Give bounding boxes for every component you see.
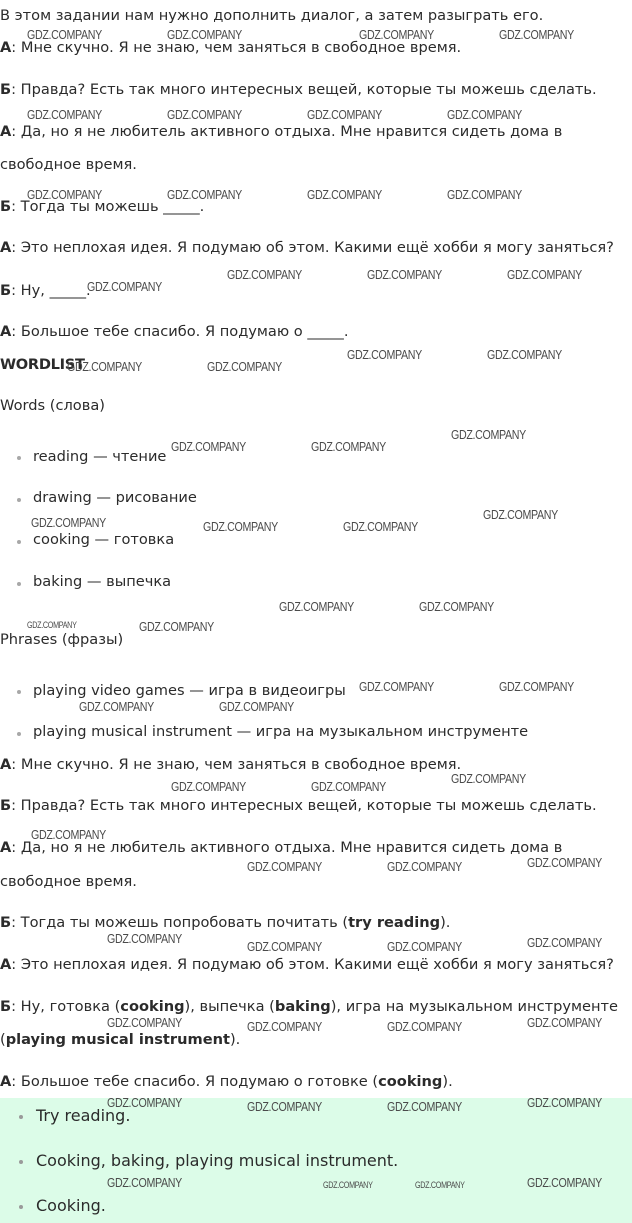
watermark: GDZ.COMPANY xyxy=(307,187,382,202)
phrases-heading: Phrases (фразы) xyxy=(0,631,124,648)
dialog-text: : Мне скучно. Я не знаю, чем заняться в свободное время. xyxy=(11,39,462,56)
watermark: GDZ.COMPANY xyxy=(107,1015,182,1030)
watermark: GDZ.COMPANY xyxy=(387,859,462,874)
watermark: GDZ.COMPANY xyxy=(171,439,246,454)
dialog-text: : Ну, _____. xyxy=(11,282,91,299)
dialog-text: : Да, но я не любитель активного отдыха. Мне нравится сидеть дома в xyxy=(11,839,563,856)
watermark: GDZ.COMPANY xyxy=(227,267,302,282)
watermark: GDZ.COMPANY xyxy=(507,267,582,282)
answers-box xyxy=(0,1098,632,1223)
speaker: А xyxy=(0,239,12,256)
watermark: GDZ.COMPANY xyxy=(27,187,102,202)
speaker: А xyxy=(0,39,12,56)
watermark: GDZ.COMPANY xyxy=(367,267,442,282)
watermark: GDZ.COMPANY xyxy=(107,1175,182,1190)
watermark: GDZ.COMPANY xyxy=(247,939,322,954)
watermark: GDZ.COMPANY xyxy=(27,620,77,630)
watermark: GDZ.COMPANY xyxy=(451,427,526,442)
speaker: Б xyxy=(0,998,12,1015)
watermark: GDZ.COMPANY xyxy=(31,827,106,842)
watermark: GDZ.COMPANY xyxy=(307,107,382,122)
bullet-icon xyxy=(17,690,21,694)
dialog-text: : Мне скучно. Я не знаю, чем заняться в свободное время. xyxy=(11,756,462,773)
word-item: baking — выпечка xyxy=(33,573,172,590)
dialog-text: : Большое тебе спасибо. Я подумаю о готовке ( xyxy=(11,1073,379,1090)
watermark: GDZ.COMPANY xyxy=(347,347,422,362)
watermark: GDZ.COMPANY xyxy=(323,1180,373,1190)
answer-item: Try reading. xyxy=(36,1106,131,1125)
bullet-icon xyxy=(19,1205,23,1209)
watermark: GDZ.COMPANY xyxy=(387,939,462,954)
watermark: GDZ.COMPANY xyxy=(483,507,558,522)
watermark: GDZ.COMPANY xyxy=(499,679,574,694)
answer-line-3-cont: свободное время. xyxy=(0,873,137,890)
dialog-text: : Большое тебе спасибо. Я подумаю о _____. xyxy=(11,323,349,340)
watermark: GDZ.COMPANY xyxy=(447,107,522,122)
speaker: А xyxy=(0,1073,12,1090)
dialog-text: : Тогда ты можешь попробовать почитать ( xyxy=(11,914,349,931)
watermark: GDZ.COMPANY xyxy=(27,27,102,42)
watermark: GDZ.COMPANY xyxy=(415,1180,465,1190)
watermark: GDZ.COMPANY xyxy=(527,1015,602,1030)
phrase-item: playing musical instrument — игра на музыкальном инструменте xyxy=(33,723,529,740)
watermark: GDZ.COMPANY xyxy=(359,27,434,42)
speaker: А xyxy=(0,123,12,140)
dialog-text: ). xyxy=(229,1031,241,1048)
watermark: GDZ.COMPANY xyxy=(419,599,494,614)
watermark: GDZ.COMPANY xyxy=(387,1099,462,1114)
watermark: GDZ.COMPANY xyxy=(359,679,434,694)
bullet-icon xyxy=(19,1115,23,1119)
watermark: GDZ.COMPANY xyxy=(247,1019,322,1034)
watermark: GDZ.COMPANY xyxy=(311,779,386,794)
watermark: GDZ.COMPANY xyxy=(387,1019,462,1034)
watermark: GDZ.COMPANY xyxy=(203,519,278,534)
dialog-text: ( xyxy=(0,1031,6,1048)
dialog-text: ). xyxy=(440,914,451,931)
speaker: А xyxy=(0,323,12,340)
watermark: GDZ.COMPANY xyxy=(279,599,354,614)
speaker: А xyxy=(0,839,12,856)
watermark: GDZ.COMPANY xyxy=(27,107,102,122)
speaker: Б xyxy=(0,81,12,98)
watermark: GDZ.COMPANY xyxy=(31,515,106,530)
words-heading: Words (слова) xyxy=(0,397,105,414)
watermark: GDZ.COMPANY xyxy=(527,1175,602,1190)
word-item: drawing — рисование xyxy=(33,489,197,506)
intro-text: В этом задании нам нужно дополнить диалог, а затем разыграть его. xyxy=(0,7,544,24)
speaker: А xyxy=(0,956,12,973)
word-item: cooking — готовка xyxy=(33,531,175,548)
answer-bold: cooking xyxy=(378,1073,443,1090)
bullet-icon xyxy=(17,540,21,544)
watermark: GDZ.COMPANY xyxy=(139,619,214,634)
bullet-icon xyxy=(17,498,21,502)
watermark: GDZ.COMPANY xyxy=(107,931,182,946)
answer-line-1 xyxy=(0,755,630,775)
watermark: GDZ.COMPANY xyxy=(167,27,242,42)
dialog-text: : Правда? Есть так много интересных вещей, которые ты можешь сделать. xyxy=(11,797,597,814)
speaker: Б xyxy=(0,797,12,814)
dialog-text: : Это неплохая идея. Я подумаю об этом. Какими ещё хобби я могу заняться? xyxy=(11,239,614,256)
watermark: GDZ.COMPANY xyxy=(343,519,418,534)
watermark: GDZ.COMPANY xyxy=(219,699,294,714)
watermark: GDZ.COMPANY xyxy=(167,107,242,122)
watermark: GDZ.COMPANY xyxy=(527,855,602,870)
watermark: GDZ.COMPANY xyxy=(451,771,526,786)
watermark: GDZ.COMPANY xyxy=(247,1099,322,1114)
dialog-text: ), игра на музыкальном инструменте xyxy=(330,998,619,1015)
bullet-icon xyxy=(19,1160,23,1164)
dialog-text: : Ну, готовка ( xyxy=(11,998,121,1015)
answer-item: Cooking. xyxy=(36,1196,106,1215)
dialog-text: : Да, но я не любитель активного отдыха. Мне нравится сидеть дома в xyxy=(11,123,563,140)
speaker: А xyxy=(0,756,12,773)
dialog-text: : Правда? Есть так много интересных вещей, которые ты можешь сделать. xyxy=(11,81,597,98)
bullet-icon xyxy=(17,582,21,586)
dialog-line-7 xyxy=(0,322,630,342)
watermark: GDZ.COMPANY xyxy=(487,347,562,362)
watermark: GDZ.COMPANY xyxy=(499,27,574,42)
answer-bold: try reading xyxy=(348,914,441,931)
dialog-text: : Это неплохая идея. Я подумаю об этом. Какими ещё хобби я могу заняться? xyxy=(11,956,614,973)
dialog-line-5 xyxy=(0,238,630,258)
watermark: GDZ.COMPANY xyxy=(79,699,154,714)
answer-line-4 xyxy=(0,913,630,933)
watermark: GDZ.COMPANY xyxy=(107,1095,182,1110)
answer-bold: baking xyxy=(274,998,331,1015)
speaker: Б xyxy=(0,198,12,215)
watermark: GDZ.COMPANY xyxy=(87,279,162,294)
answer-line-2 xyxy=(0,796,630,816)
phrase-item: playing video games — игра в видеоигры xyxy=(33,682,346,699)
answer-line-6 xyxy=(0,997,630,1017)
answer-line-7 xyxy=(0,1072,630,1092)
word-item: reading — чтение xyxy=(33,448,167,465)
dialog-text: ). xyxy=(442,1073,453,1090)
watermark: GDZ.COMPANY xyxy=(527,1095,602,1110)
watermark: GDZ.COMPANY xyxy=(67,359,142,374)
watermark: GDZ.COMPANY xyxy=(527,935,602,950)
answer-line-5 xyxy=(0,955,630,975)
watermark: GDZ.COMPANY xyxy=(171,779,246,794)
answer-bold: cooking xyxy=(120,998,185,1015)
wordlist-heading: WORDLIST xyxy=(0,356,85,373)
speaker: Б xyxy=(0,914,12,931)
bullet-icon xyxy=(17,456,21,460)
watermark: GDZ.COMPANY xyxy=(207,359,282,374)
speaker: Б xyxy=(0,282,12,299)
watermark: GDZ.COMPANY xyxy=(167,187,242,202)
dialog-line-3 xyxy=(0,122,630,142)
dialog-text: : Тогда ты можешь _____. xyxy=(11,198,205,215)
watermark: GDZ.COMPANY xyxy=(247,859,322,874)
bullet-icon xyxy=(17,732,21,736)
dialog-line-3-cont: свободное время. xyxy=(0,156,137,173)
answer-bold: playing musical instrument xyxy=(5,1031,230,1048)
answer-item: Cooking, baking, playing musical instrument. xyxy=(36,1151,399,1170)
dialog-line-2 xyxy=(0,80,630,100)
watermark: GDZ.COMPANY xyxy=(447,187,522,202)
watermark: GDZ.COMPANY xyxy=(311,439,386,454)
dialog-text: ), выпечка ( xyxy=(184,998,275,1015)
